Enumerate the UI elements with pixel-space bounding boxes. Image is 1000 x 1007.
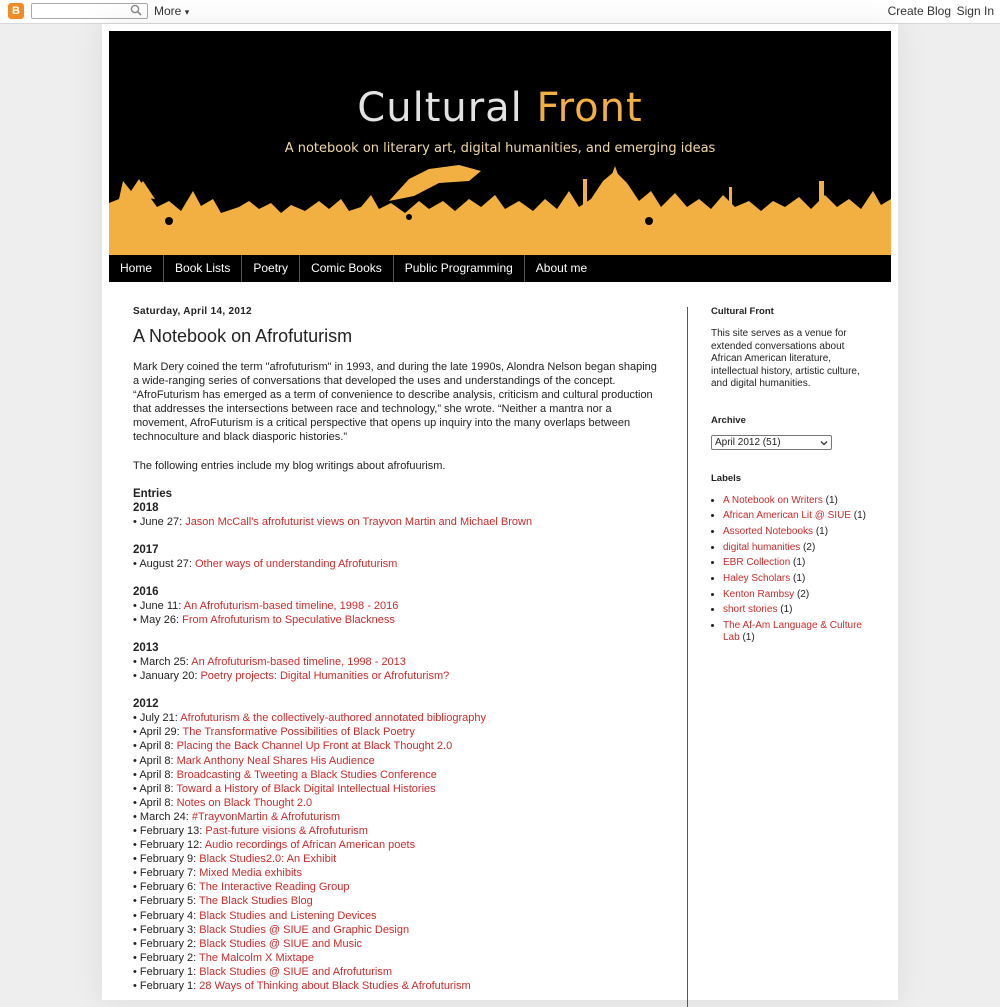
entry-item [133,852,663,866]
label-link[interactable]: short stories [723,604,778,616]
year-gap [133,529,663,543]
entry-link[interactable]: #TrayvonMartin & Afrofuturism [191,810,341,823]
label-link[interactable]: The Af-Am Language & Culture Lab [723,620,862,643]
blogger-navbar [0,0,1000,24]
entry-date: February 4: [139,909,197,922]
entry-item [133,725,663,739]
year-heading: 2016 [133,585,159,598]
entry-date: February 6: [139,881,197,894]
bullet-icon: • [133,557,140,570]
entry-date: February 2: [139,951,197,964]
column-divider [687,307,688,1007]
entry-item [133,951,663,965]
bullet-icon: • [133,810,140,823]
bullet-icon: • [133,853,140,866]
entry-item [133,909,663,923]
bullet-icon: • [133,839,140,852]
entry-link[interactable]: Broadcasting & Tweeting a Black Studies Conference [176,768,437,781]
entry-date: May 26: [139,613,180,626]
entry-link[interactable]: Mark Anthony Neal Shares His Audience [176,754,375,767]
blog-title-part1: Cultural [357,85,523,131]
entry-date: April 8: [139,768,174,781]
entry-date: February 1: [139,965,197,978]
entry-link[interactable]: Past-future visions & Afrofuturism [205,824,368,837]
label-count: (2) [796,588,810,600]
label-link[interactable]: A Notebook on Writers [723,494,823,506]
year-gap [133,683,663,697]
bullet-icon: • [133,515,140,528]
entry-link[interactable]: Black Studies @ SIUE and Graphic Design [199,923,410,936]
chevron-down-icon [820,439,828,447]
blog-tagline: A notebook on literary art, digital humanities, and emerging ideas [284,141,716,156]
tab-home[interactable]: Home [109,255,164,282]
bullet-icon: • [133,881,140,894]
blogger-logo-icon[interactable]: B [8,3,24,19]
bullet-icon: • [133,754,140,767]
entry-link[interactable]: Black Studies and Listening Devices [199,909,377,922]
label-link[interactable]: African American Lit @ SIUE [723,510,851,522]
tab-poetry[interactable]: Poetry [242,255,300,282]
entry-date: January 20: [139,670,198,683]
caret-down-icon: ▾ [184,7,190,17]
entry-item [133,937,663,951]
bullet-icon: • [133,980,140,992]
entry-link[interactable]: Placing the Back Channel Up Front at Black Thought 2.0 [176,740,453,753]
entry-link[interactable]: From Afrofuturism to Speculative Blackness [182,613,395,626]
year-heading: 2018 [133,501,159,514]
bullet-icon: • [133,712,140,725]
entry-date: August 27: [139,557,192,570]
entry-item [133,768,663,782]
entry-link[interactable]: Mixed Media exhibits [199,867,302,880]
year-heading: 2017 [133,543,159,556]
entry-item [133,796,663,810]
bullet-icon: • [133,895,140,908]
bullet-icon: • [133,909,140,922]
entry-link[interactable]: 28 Ways of Thinking about Black Studies & Afrofuturism [199,980,471,992]
label-item [723,573,871,585]
label-count: (1) [793,557,806,569]
entry-link[interactable]: The Black Studies Blog [199,895,313,908]
entry-link[interactable]: The Malcolm X Mixtape [199,951,314,964]
label-item [723,620,871,644]
bullet-icon: • [133,782,140,795]
post-intro: Mark Dery coined the term "afrofuturism" in 1993, and during the late 1990s, Alondra Nelson began shaping a wide-ranging series of conversations that developed the uses and understandings of the concept. “AfroFuturism has emerged as a term of convenience to describe analysis, criticism and cultural production that addresses the intersections between race and technology,” she wrote. “Neither a mantra nor a movement, AfroFuturism is a critical perspective that opens up inquiry into the many overlaps between technoculture and black diasporic histories.” [133,361,657,444]
entry-link[interactable]: Poetry projects: Digital Humanities or Afrofuturism? [200,670,450,683]
entry-item [133,979,663,993]
entry-item [133,515,663,529]
about-heading: Cultural Front [711,306,774,317]
label-count: (1) [780,604,793,616]
label-count: (2) [803,541,816,553]
bullet-icon: • [133,740,140,753]
label-count: (1) [853,510,866,522]
entry-date: April 8: [139,740,174,753]
label-count: (1) [825,494,838,506]
bullet-icon: • [133,768,140,781]
entry-date: February 1: [139,980,197,992]
entry-item [133,754,663,768]
entry-date: February 3: [139,923,197,936]
labels-list [711,495,871,645]
entry-link[interactable]: Jason McCall's afrofuturist views on Trayvon Martin and Michael Brown [185,515,533,528]
entry-link[interactable]: Notes on Black Thought 2.0 [176,796,313,809]
entry-date: June 11: [139,599,182,612]
entry-item [133,782,663,796]
label-item [723,542,871,554]
entry-item [133,866,663,880]
bullet-icon: • [133,613,140,626]
post-title[interactable]: A Notebook on Afrofuturism [133,326,353,346]
entry-date: February 13: [139,824,203,837]
bullet-icon: • [133,599,140,612]
entry-date: June 27: [139,515,183,528]
entry-date: April 8: [139,754,174,767]
entry-item [133,669,663,683]
label-link[interactable]: Haley Scholars [723,572,791,584]
post-column [133,306,663,993]
bullet-icon: • [133,824,140,837]
entry-date: March 24: [139,810,189,823]
sidebar [711,306,871,648]
entry-date: February 7: [139,867,197,880]
blog-title[interactable] [109,85,891,131]
entry-item [133,810,663,824]
entry-item [133,557,663,571]
archive-selected-value: April 2012 (51) [715,436,781,448]
label-count: (1) [793,572,806,584]
bullet-icon: • [133,656,140,669]
entry-link[interactable]: An Afrofuturism-based timeline, 1998 - 2013 [191,656,406,669]
page-tabs [109,255,891,282]
entry-item [133,824,663,838]
entry-item [133,880,663,894]
entries-heading: Entries [133,487,172,500]
entry-date: February 12: [139,839,203,852]
label-item [723,495,871,507]
entry-item [133,599,663,613]
label-link[interactable]: EBR Collection [723,557,791,569]
entry-date: February 9: [139,853,197,866]
entry-date: February 5: [139,895,197,908]
label-link[interactable]: digital humanities [723,541,801,553]
entries-list [133,487,663,993]
entry-item [133,739,663,753]
entry-item [133,965,663,979]
label-item [723,589,871,601]
entry-link[interactable]: The Transformative Possibilities of Black Poetry [182,726,415,739]
blog-title-part2: Front [536,85,643,131]
entry-link[interactable]: The Interactive Reading Group [199,881,350,894]
archive-select[interactable] [711,435,832,450]
bullet-icon: • [133,796,140,809]
post-following: The following entries include my blog writings about afrofuurism. [133,459,446,472]
entry-link[interactable]: Other ways of understanding Afrofuturism [194,557,398,570]
entry-link[interactable]: Audio recordings of African American poets [204,839,416,852]
create-blog-link[interactable]: Create Blog [887,4,951,18]
bullet-icon: • [133,726,140,739]
tab-about-me[interactable]: About me [535,261,588,275]
entry-date: April 29: [139,726,180,739]
search-icon[interactable] [130,4,142,16]
page-content [102,24,898,1000]
entry-link[interactable]: Toward a History of Black Digital Intellectual Histories [176,782,436,795]
bullet-icon: • [133,965,140,978]
entry-link[interactable]: Black Studies @ SIUE and Afrofuturism [199,965,392,978]
tab-public-programming[interactable]: Public Programming [394,255,525,282]
archive-heading: Archive [711,414,746,426]
year-heading: 2013 [133,642,159,655]
bullet-icon: • [133,923,140,936]
entry-date: February 2: [139,937,197,950]
bullet-icon: • [133,951,140,964]
label-count: (1) [815,525,829,537]
entry-date: July 21: [139,712,178,725]
label-count: (1) [742,632,755,643]
year-gap [133,627,663,641]
entry-item [133,613,663,627]
entry-link[interactable]: An Afrofuturism-based timeline, 1998 - 2016 [183,599,399,612]
about-text: This site serves as a venue for extended conversations about African American literature, intellectual history, artistic culture, and digital humanities. [711,328,860,389]
tab-comic-books[interactable]: Comic Books [300,255,394,282]
bullet-icon: • [133,937,140,950]
header-banner[interactable] [109,31,891,255]
years-container [133,501,663,993]
entry-item [133,655,663,669]
label-link[interactable]: Assorted Notebooks [723,525,814,537]
entry-date: March 25: [139,656,189,669]
entry-item [133,923,663,937]
bullet-icon: • [133,670,140,683]
label-link[interactable]: Kenton Rambsy [723,588,795,600]
entry-item [133,711,663,725]
tab-book-lists[interactable]: Book Lists [164,255,242,282]
entry-date: April 8: [139,782,174,795]
year-heading: 2012 [133,698,159,711]
labels-heading: Labels [711,472,742,484]
entry-link[interactable]: Afrofuturism & the collectively-authored annotated bibliography [180,712,487,725]
label-item [723,604,871,616]
entry-link[interactable]: Black Studies @ SIUE and Music [199,937,363,950]
entry-link[interactable]: Black Studies2.0: An Exhibit [199,853,337,866]
entry-item [133,838,663,852]
more-menu-button[interactable] [154,4,189,18]
label-item [723,526,871,538]
entry-date: April 8: [139,796,174,809]
more-label: More [154,4,182,18]
post-date: Saturday, April 14, 2012 [133,306,252,317]
year-gap [133,571,663,585]
sign-in-link[interactable]: Sign In [956,4,994,18]
label-item [723,510,871,522]
label-item [723,557,871,569]
bullet-icon: • [133,867,140,880]
entry-item [133,894,663,908]
